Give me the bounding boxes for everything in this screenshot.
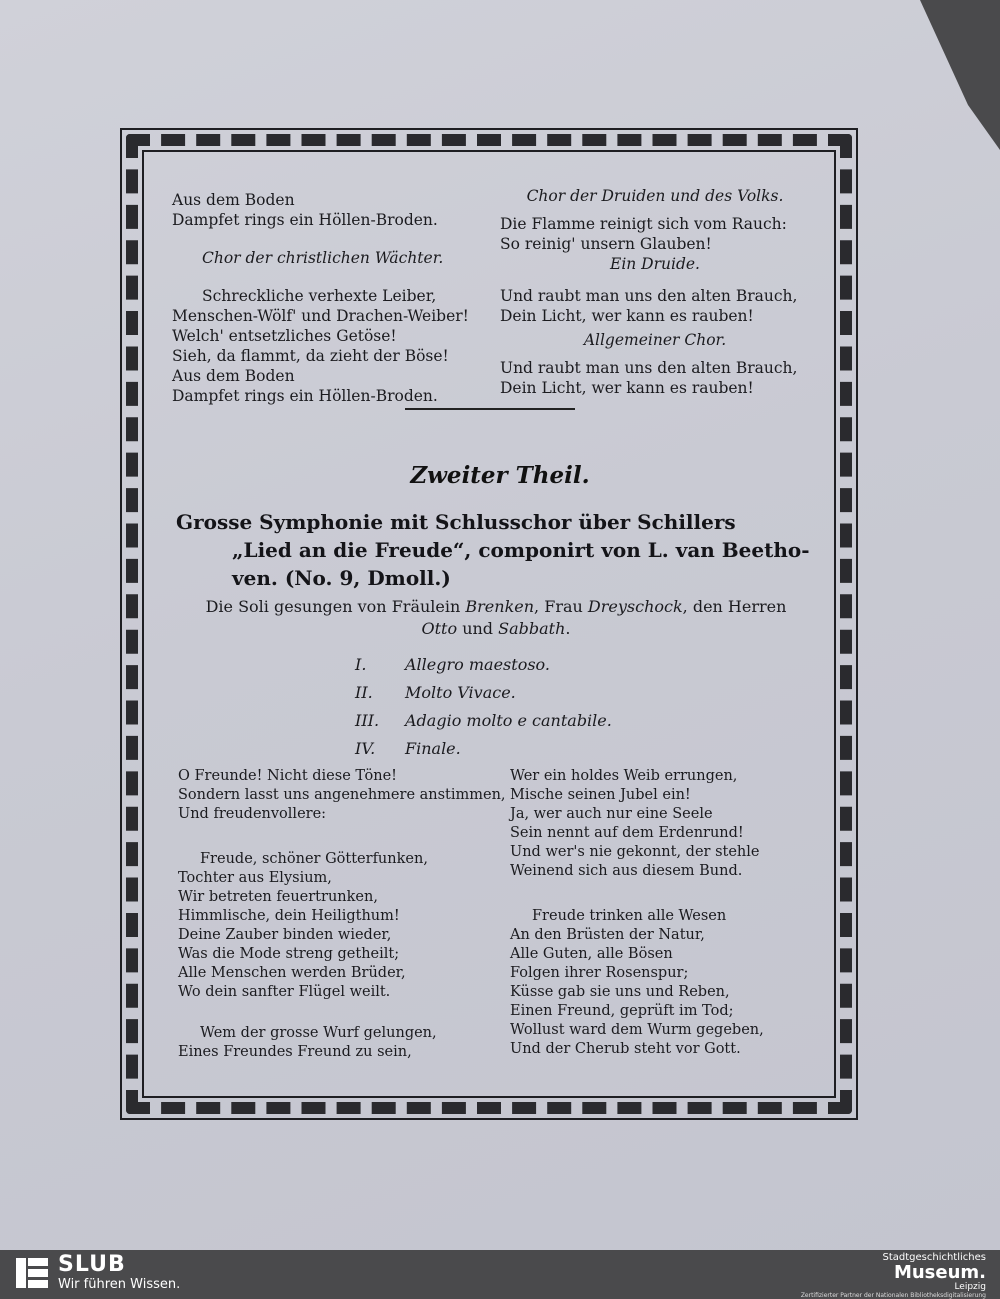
movement-title: Molto Vivace. bbox=[405, 683, 516, 702]
soloists-line bbox=[176, 596, 816, 640]
movement-number: I. bbox=[355, 655, 367, 674]
work-title bbox=[176, 508, 816, 592]
chorus-heading: Allgemeiner Chor. bbox=[583, 331, 727, 349]
soloists-text: Die Soli gesungen von Fräulein bbox=[205, 597, 461, 616]
torn-corner bbox=[920, 0, 1000, 150]
chorus-heading: Chor der christlichen Wächter. bbox=[202, 249, 444, 267]
movement-number: III. bbox=[355, 711, 380, 730]
text-line: Und raubt man uns den alten Brauch, bbox=[500, 359, 798, 377]
verse-line: Was die Mode streng getheilt; bbox=[178, 946, 400, 962]
verse-line: Folgen ihrer Rosenspur; bbox=[510, 965, 689, 981]
movement-item bbox=[355, 707, 612, 735]
verse-line: Wollust ward dem Wurm gegeben, bbox=[510, 1022, 764, 1038]
verse-line: Mische seinen Jubel ein! bbox=[510, 787, 691, 803]
movement-item bbox=[355, 735, 612, 763]
text-line: So reinig' unsern Glauben! bbox=[500, 235, 712, 253]
verse-line: Einen Freund, geprüft im Tod; bbox=[510, 1003, 734, 1019]
soloist-name: Sabbath bbox=[498, 619, 566, 638]
slub-name[interactable]: SLUB bbox=[58, 1252, 126, 1277]
verse-line: Wo dein sanfter Flügel weilt. bbox=[178, 984, 391, 1000]
verse-line: Und der Cherub steht vor Gott. bbox=[510, 1041, 741, 1057]
movement-item bbox=[355, 679, 612, 707]
text-line: Dein Licht, wer kann es rauben! bbox=[500, 307, 754, 325]
text-line: Dampfet rings ein Höllen-Broden. bbox=[172, 211, 438, 229]
movement-title: Finale. bbox=[405, 739, 461, 758]
verse-right-column bbox=[510, 767, 764, 1059]
museum-note: Zertifizierter Partner der Nationalen Bibliotheksdigitalisierung bbox=[800, 1292, 986, 1299]
slub-logo-icon bbox=[14, 1256, 50, 1290]
verse-line: O Freunde! Nicht diese Töne! bbox=[178, 768, 397, 784]
museum-city: Leipzig bbox=[954, 1282, 986, 1292]
text-line: Und raubt man uns den alten Brauch, bbox=[500, 287, 798, 305]
chorus-heading: Chor der Druiden und des Volks. bbox=[526, 187, 784, 205]
verse-line: Tochter aus Elysium, bbox=[178, 870, 332, 886]
verse-line: Freude trinken alle Wesen bbox=[532, 908, 727, 924]
section-title: Zweiter Theil. bbox=[410, 462, 590, 489]
top-right-column bbox=[500, 186, 810, 398]
soloist-name: Otto bbox=[421, 619, 458, 638]
verse-line: Und wer's nie gekonnt, der stehle bbox=[510, 844, 760, 860]
movement-item bbox=[355, 651, 612, 679]
text-line: Aus dem Boden bbox=[172, 191, 295, 209]
text-line: Schreckliche verhexte Leiber, bbox=[202, 287, 437, 305]
soloists-text: , den Herren bbox=[682, 597, 787, 616]
soloist-name: Dreyschock bbox=[587, 597, 683, 616]
museum-name: Museum. bbox=[893, 1262, 986, 1283]
text-line: Die Flamme reinigt sich vom Rauch: bbox=[500, 215, 787, 233]
section-divider bbox=[405, 408, 575, 410]
verse-line: Deine Zauber binden wieder, bbox=[178, 927, 392, 943]
museum-logo[interactable] bbox=[801, 1252, 986, 1299]
work-title-line: „Lied an die Freude“, componirt von L. van Beetho- bbox=[232, 538, 810, 562]
soloists-text: , Frau bbox=[534, 597, 583, 616]
verse-line: Küsse gab sie uns und Reben, bbox=[510, 984, 730, 1000]
verse-line: Eines Freundes Freund zu sein, bbox=[178, 1044, 412, 1060]
movement-number: IV. bbox=[355, 739, 376, 758]
verse-line: Wem der grosse Wurf gelungen, bbox=[200, 1025, 437, 1041]
soloists-text: und bbox=[462, 619, 494, 638]
text-line: Menschen-Wölf' und Drachen-Weiber! bbox=[172, 307, 469, 325]
verse-line: Alle Menschen werden Brüder, bbox=[178, 965, 406, 981]
movement-title: Allegro maestoso. bbox=[405, 655, 550, 674]
slub-tagline: Wir führen Wissen. bbox=[58, 1277, 181, 1292]
movement-list bbox=[355, 651, 612, 763]
text-line: Aus dem Boden bbox=[172, 367, 295, 385]
soloist-name: Brenken bbox=[465, 597, 535, 616]
verse-line: An den Brüsten der Natur, bbox=[510, 927, 705, 943]
top-left-column bbox=[172, 190, 469, 406]
verse-line: Sondern lasst uns angenehmere anstimmen, bbox=[178, 787, 506, 803]
verse-line: Wir betreten feuertrunken, bbox=[178, 889, 378, 905]
museum-top-text: Stadtgeschichtliches bbox=[882, 1252, 986, 1263]
work-title-line: ven. (No. 9, Dmoll.) bbox=[232, 566, 451, 590]
chorus-heading: Ein Druide. bbox=[610, 255, 700, 273]
movement-title: Adagio molto e cantabile. bbox=[405, 711, 612, 730]
verse-line: Ja, wer auch nur eine Seele bbox=[510, 806, 713, 822]
verse-line: Freude, schöner Götterfunken, bbox=[200, 851, 428, 867]
verse-line: Weinend sich aus diesem Bund. bbox=[510, 863, 743, 879]
verse-line: Wer ein holdes Weib errungen, bbox=[510, 768, 738, 784]
text-line: Sieh, da flammt, da zieht der Böse! bbox=[172, 347, 449, 365]
text-line: Dampfet rings ein Höllen-Broden. bbox=[172, 387, 438, 405]
text-line: Welch' entsetzliches Getöse! bbox=[172, 327, 397, 345]
verse-left-column bbox=[178, 767, 506, 1062]
soloists-text: . bbox=[565, 619, 571, 638]
verse-line: Und freudenvollere: bbox=[178, 806, 327, 822]
movement-number: II. bbox=[355, 683, 373, 702]
verse-line: Alle Guten, alle Bösen bbox=[510, 946, 673, 962]
text-line: Dein Licht, wer kann es rauben! bbox=[500, 379, 754, 397]
viewer-footer bbox=[0, 1250, 1000, 1299]
work-title-line: Grosse Symphonie mit Schlusschor über Schillers bbox=[176, 510, 736, 534]
verse-line: Himmlische, dein Heiligthum! bbox=[178, 908, 400, 924]
verse-line: Sein nennt auf dem Erdenrund! bbox=[510, 825, 744, 841]
